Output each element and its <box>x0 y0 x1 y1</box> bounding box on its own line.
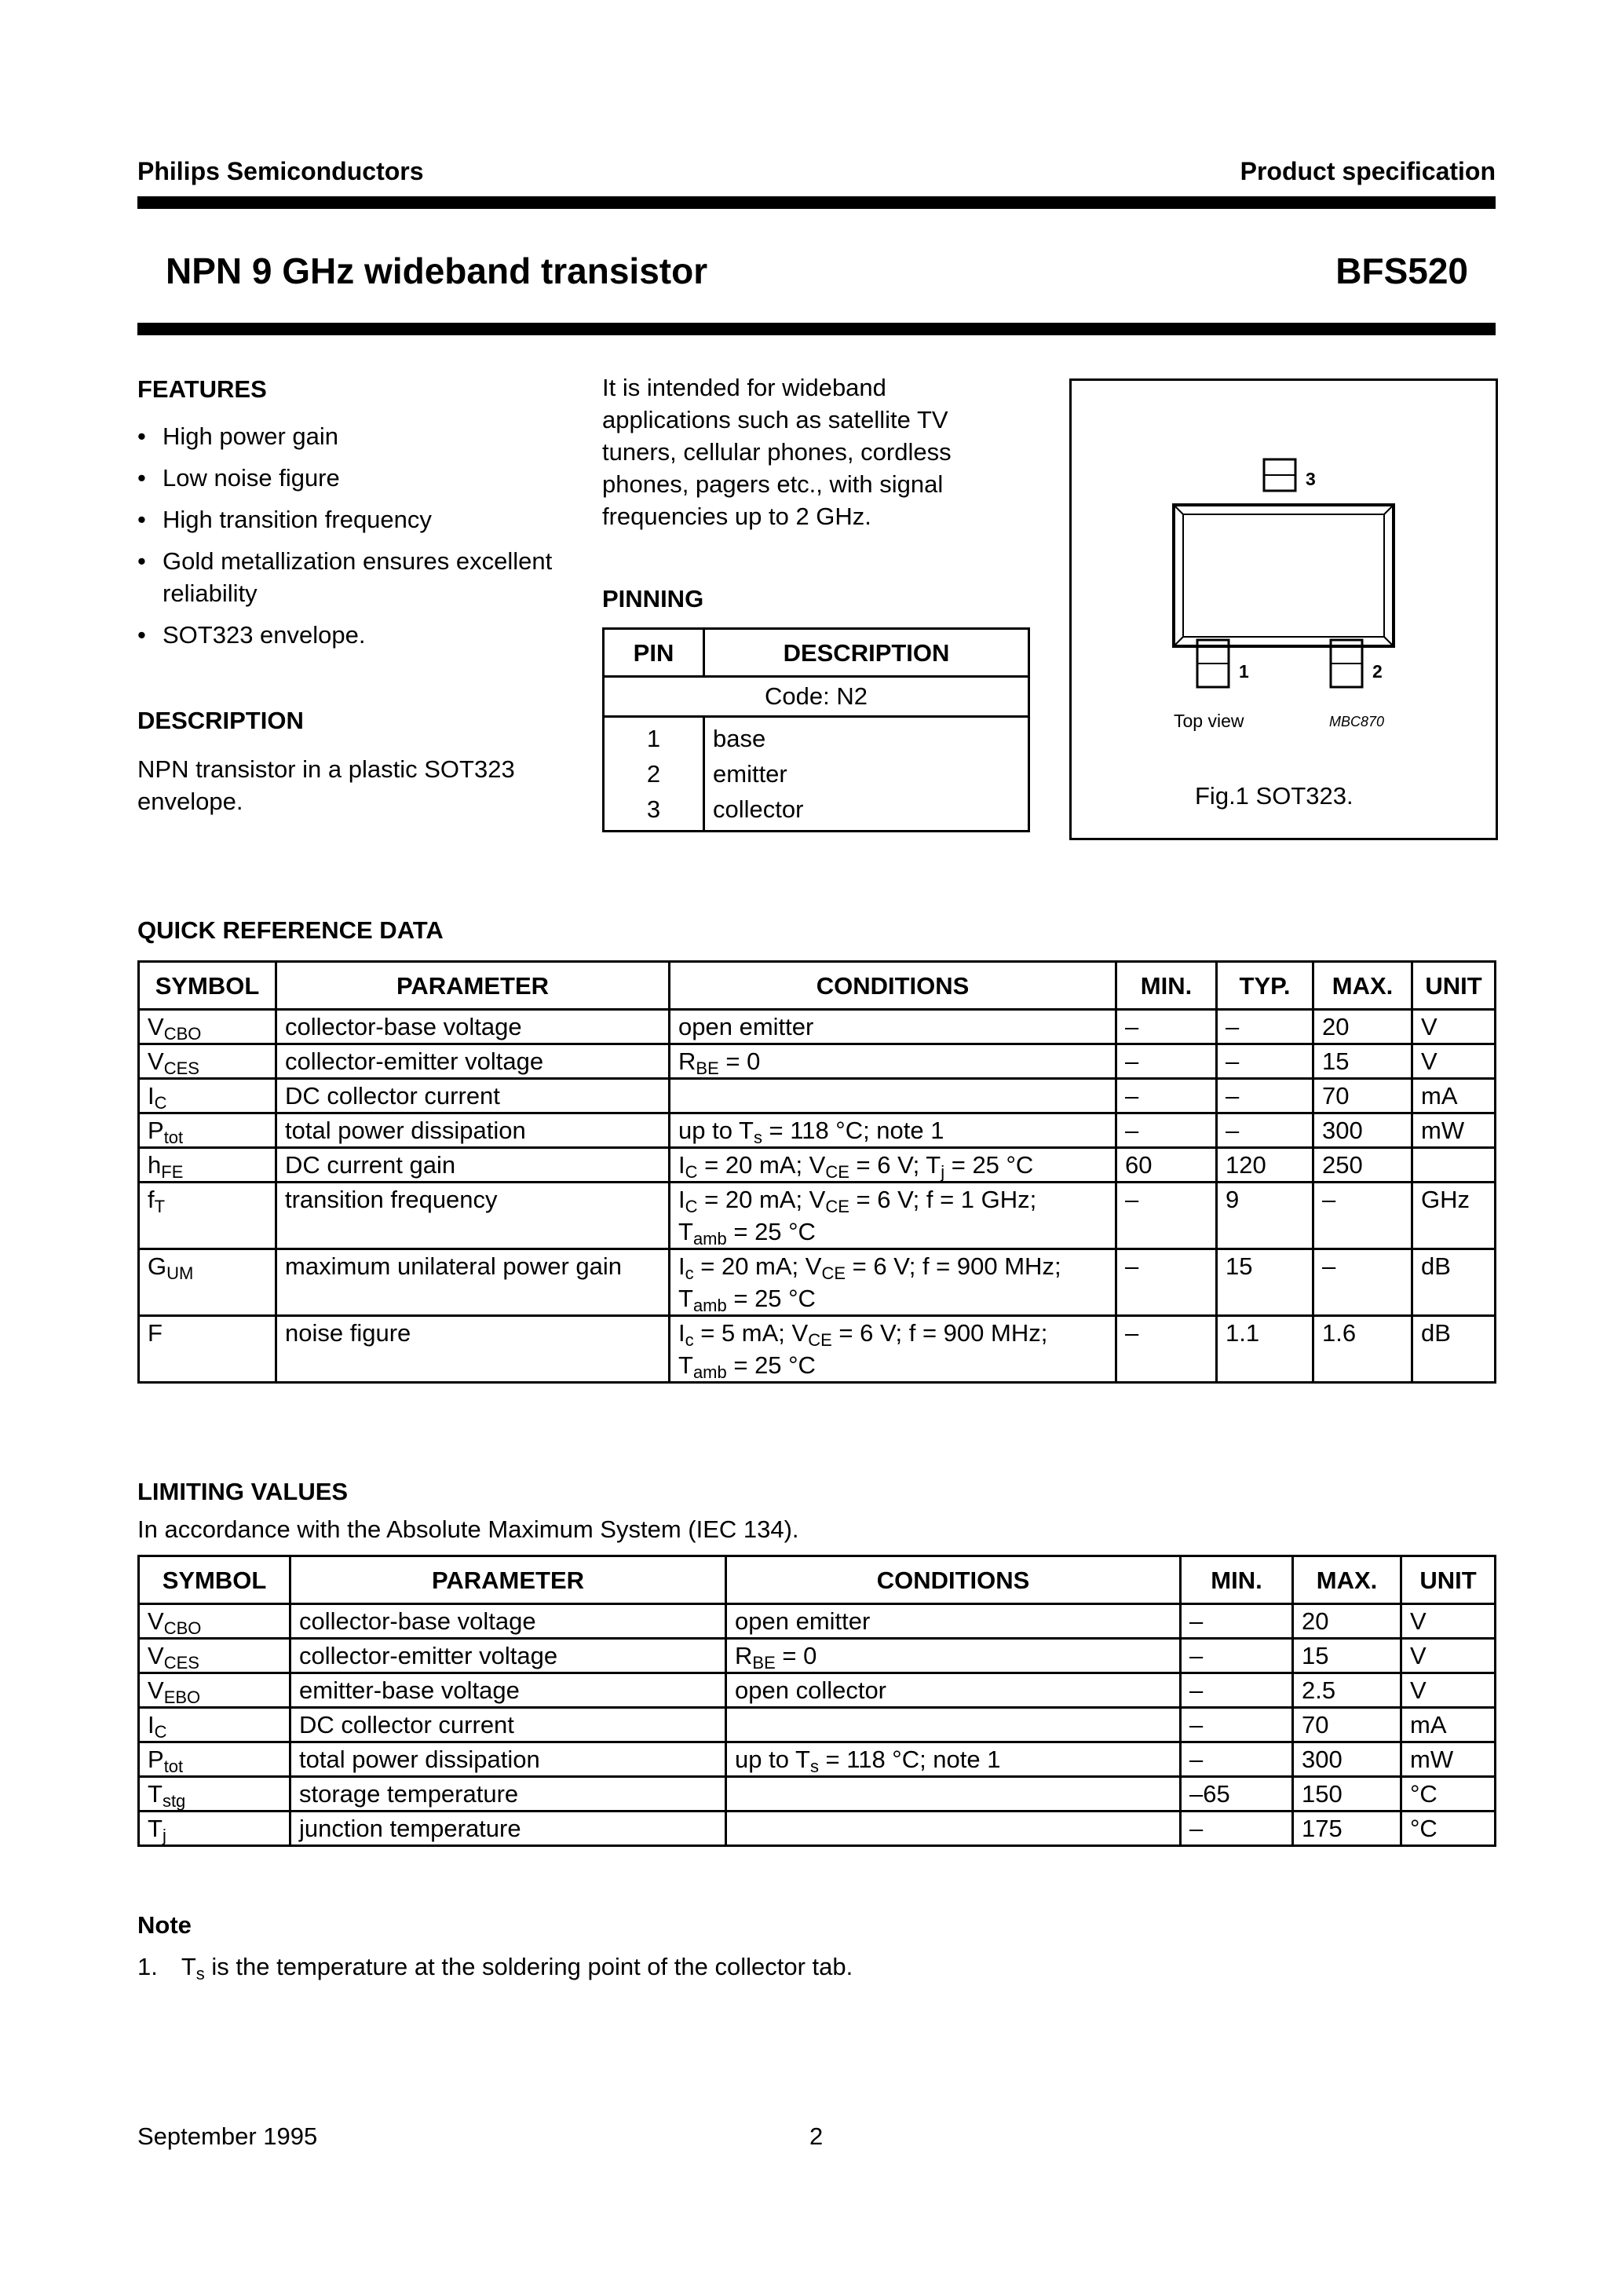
table-row: $V_{EBO}$ emitter-base voltage open collector – 2.5 V <box>139 1673 1496 1708</box>
quick-ref-table <box>137 960 1496 1384</box>
col-conditions: CONDITIONS <box>670 962 1116 1010</box>
table-row: $I_C$ DC collector current – 70 mA <box>139 1708 1496 1742</box>
table-row: $V_{CES}$ collector-emitter voltage $R_{BE} = 0$ – 15 V <box>139 1639 1496 1673</box>
table-row: $f_T$ transition frequency $I_C = 20$ mA; $V_{CE} = 6$ V; f = 1 GHz; $T_{amb} = 25$ °C – 9 – GHz <box>139 1183 1496 1249</box>
table-row: $T_{stg}$ storage temperature –65 150 °C <box>139 1777 1496 1812</box>
list-item: • High power gain <box>137 420 577 452</box>
part-number: BFS520 <box>1335 250 1468 291</box>
top-view-label: Top view <box>1174 711 1244 731</box>
col-unit: UNIT <box>1401 1556 1496 1604</box>
col-conditions: CONDITIONS <box>726 1556 1181 1604</box>
table-row: $V_{CBO}$ collector-base voltage open emitter – 20 V <box>139 1604 1496 1639</box>
footer-date: September 1995 <box>137 2122 318 2150</box>
table-row: $T_j$ junction temperature – 175 °C <box>139 1812 1496 1846</box>
pinning-code: Code: N2 <box>604 677 1029 717</box>
intro-text: It is intended for wideband applications such as satellite TV tuners, cellular phones, cordless phones, pagers etc., with signal frequencies up to 2 GHz. <box>602 374 952 530</box>
table-row: $V_{CES}$ collector-emitter voltage $R_{BE} = 0$ – – 15 V <box>139 1044 1496 1079</box>
pin-1-label: 1 <box>1239 661 1249 682</box>
pinning-col-pin: PIN <box>604 629 704 677</box>
pin-number: 3 <box>604 792 704 832</box>
description-heading: DESCRIPTION <box>137 707 304 734</box>
list-item: • SOT323 envelope. <box>137 619 577 651</box>
title-rule <box>137 323 1496 335</box>
list-item: • Low noise figure <box>137 462 577 494</box>
col-max: MAX. <box>1313 962 1412 1010</box>
col-typ: TYP. <box>1217 962 1313 1010</box>
col-unit: UNIT <box>1412 962 1496 1010</box>
features-list <box>137 420 577 660</box>
note-text: 1. $T_s$ is the temperature at the soldering point of the collector tab. <box>137 1953 853 1983</box>
product-title: NPN 9 GHz wideband transistor <box>166 250 708 291</box>
quick-ref-heading: QUICK REFERENCE DATA <box>137 916 444 944</box>
pin-description: emitter <box>704 756 1029 792</box>
col-min: MIN. <box>1116 962 1217 1010</box>
table-row: F noise figure $I_c = 5$ mA; $V_{CE} = 6$ V; f = 900 MHz; $T_{amb} = 25$ °C – 1.1 1.6 dB <box>139 1316 1496 1383</box>
sot323-package-drawing <box>1072 381 1496 838</box>
header-rule <box>137 196 1496 209</box>
list-item: • High transition frequency <box>137 503 577 536</box>
col-max: MAX. <box>1293 1556 1401 1604</box>
figure-code: MBC870 <box>1329 714 1385 729</box>
limiting-subheading: In accordance with the Absolute Maximum System (IEC 134). <box>137 1515 799 1543</box>
col-min: MIN. <box>1181 1556 1293 1604</box>
pin-description: base <box>704 717 1029 757</box>
limiting-heading: LIMITING VALUES <box>137 1478 349 1505</box>
limiting-table <box>137 1555 1496 1847</box>
pin-description: collector <box>704 792 1029 832</box>
table-row: $G_{UM}$ maximum unilateral power gain $I_c = 20$ mA; $V_{CE} = 6$ V; f = 900 MHz; $T_{amb} = 25$ °C – 15 – dB <box>139 1249 1496 1316</box>
page-number: 2 <box>809 2122 824 2150</box>
pinning-heading: PINNING <box>602 585 704 612</box>
note-heading: Note <box>137 1911 192 1939</box>
table-row: $I_C$ DC collector current – – 70 mA <box>139 1079 1496 1113</box>
list-item: • Gold metallization ensures excellent reliability <box>137 545 577 609</box>
table-row: $P_{tot}$ total power dissipation up to $T_s = 118$ °C; note 1 – 300 mW <box>139 1742 1496 1777</box>
table-row: $h_{FE}$ DC current gain $I_C = 20$ mA; $V_{CE} = 6$ V; $T_j = 25$ °C 60 120 250 <box>139 1148 1496 1183</box>
company-name: Philips Semiconductors <box>137 157 424 185</box>
pin-number: 1 <box>604 717 704 757</box>
figure-sot323 <box>1069 378 1498 840</box>
pin-3-label: 3 <box>1306 469 1316 489</box>
table-row: $V_{CBO}$ collector-base voltage open emitter – – 20 V <box>139 1010 1496 1044</box>
features-heading: FEATURES <box>137 375 267 403</box>
figure-caption: Fig.1 SOT323. <box>1195 782 1353 810</box>
document-type: Product specification <box>1240 157 1496 185</box>
col-symbol: SYMBOL <box>139 962 276 1010</box>
pinning-col-description: DESCRIPTION <box>704 629 1029 677</box>
col-symbol: SYMBOL <box>139 1556 290 1604</box>
col-parameter: PARAMETER <box>276 962 670 1010</box>
pin-2-label: 2 <box>1372 661 1383 682</box>
pin-number: 2 <box>604 756 704 792</box>
table-row: $P_{tot}$ total power dissipation up to $T_s = 118$ °C; note 1 – – 300 mW <box>139 1113 1496 1148</box>
pinning-table <box>602 627 1030 832</box>
description-text: NPN transistor in a plastic SOT323 envelope. <box>137 755 515 815</box>
col-parameter: PARAMETER <box>290 1556 726 1604</box>
